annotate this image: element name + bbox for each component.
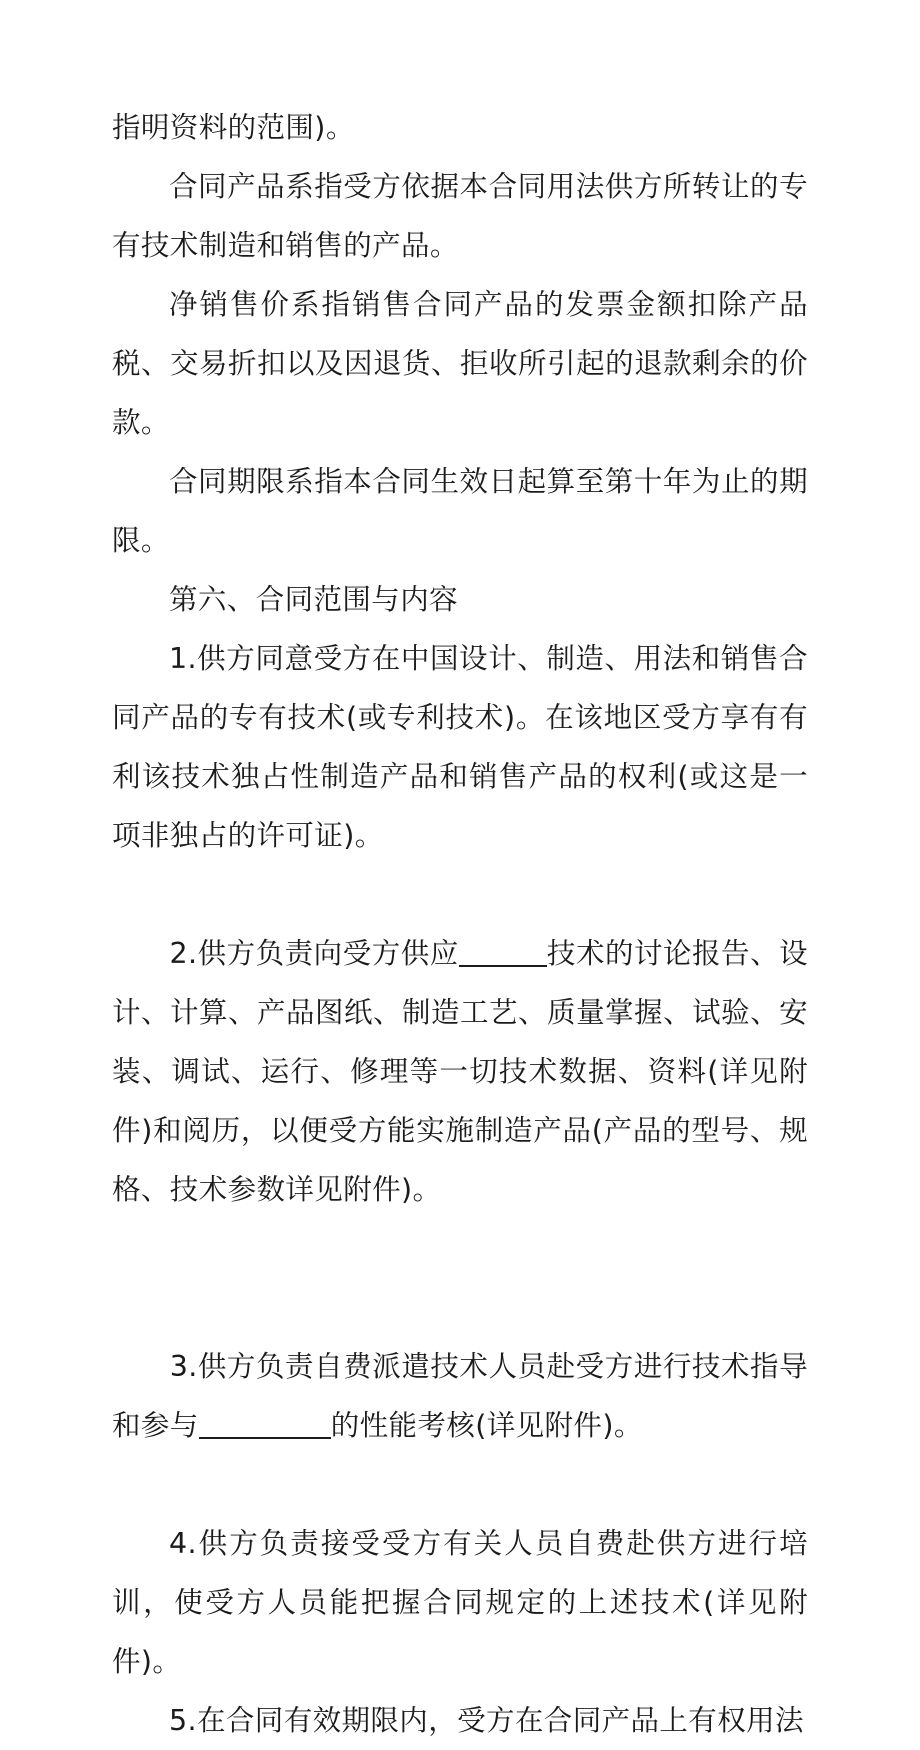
- clause-item-4: 4.供方负责接受受方有关人员自费赴供方进行培训，使受方人员能把握合同规定的上述技术(详见附件)。: [112, 1527, 808, 1678]
- clause-text: 技术的讨论报告、设计、计算、产品图纸、制造工艺、质量掌握、试验、安装、调试、运行、修理等一切技术数据、资料(详见附件)和阅历，以便受方能实施制造产品(产品的型号、规格、技术参数详见附件)。: [112, 937, 808, 1206]
- clause-item-2: [112, 865, 808, 1278]
- fill-in-blank: [459, 965, 547, 967]
- section-heading: 第六、合同范围与内容: [169, 583, 459, 616]
- clause-text: 2.供方负责向受方供应: [169, 937, 459, 970]
- clause-item-1: 1.供方同意受方在中国设计、制造、用法和销售合同产品的专有技术(或专利技术)。在该地区受方享有有利该技术独占性制造产品和销售产品的权利(或这是一项非独占的许可证)。: [112, 642, 808, 852]
- clause-text: 的性能考核(详见附件)。: [330, 1409, 643, 1442]
- paragraph: 合同产品系指受方依据本合同用法供方所转让的专有技术制造和销售的产品。: [112, 170, 808, 262]
- clause-item-5: 5.在合同有效期限内，受方在合同产品上有权用法: [169, 1704, 804, 1737]
- clause-text: 3.供方负责自费派遣技术人员赴受方进行技术指导和参与: [112, 1350, 808, 1442]
- paragraph: 净销售价系指销售合同产品的发票金额扣除产品税、交易折扣以及因退货、拒收所引起的退款剩余的价款。: [112, 288, 808, 439]
- document-body: [112, 98, 808, 1750]
- fill-in-blank: [199, 1437, 331, 1439]
- clause-item-3: [112, 1278, 808, 1514]
- paragraph: 指明资料的范围)。: [112, 111, 355, 144]
- paragraph: 合同期限系指本合同生效日起算至第十年为止的期限。: [112, 465, 808, 557]
